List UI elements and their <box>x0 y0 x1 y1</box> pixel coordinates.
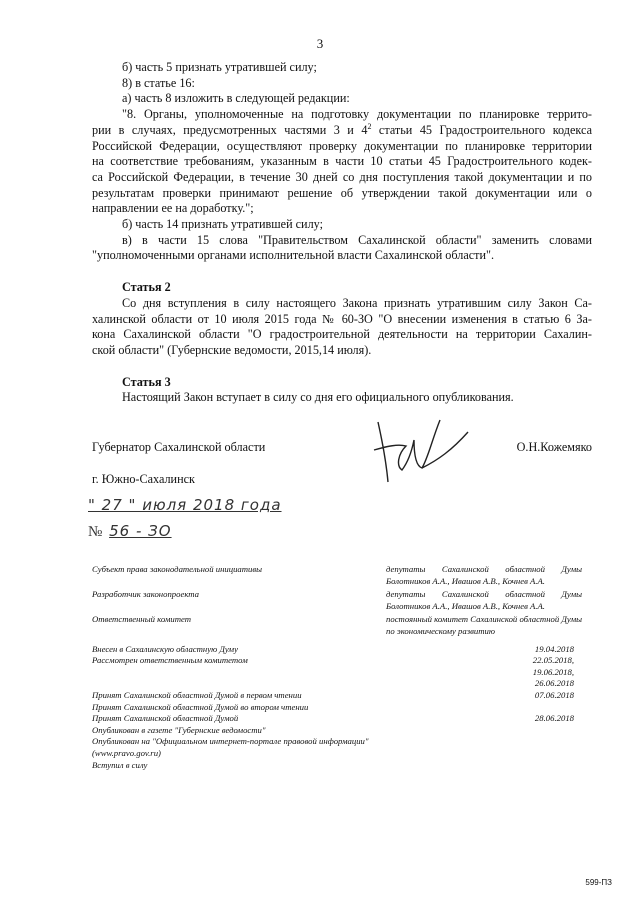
article-2-line: кона Сахалинской области "О градостроительной деятельности на территории Сахалин- <box>92 327 592 342</box>
page-number: 3 <box>316 36 324 51</box>
article-2-line: Со дня вступления в силу настоящего Закона признать утратившим силу Закон Са- <box>122 295 592 310</box>
article-3-line: Настоящий Закон вступает в силу со дня его официального опубликования. <box>122 390 514 405</box>
meta-row: Вступил в силу <box>92 759 148 770</box>
number-sign: № <box>88 524 104 540</box>
footer-code: 599-ПЗ <box>585 878 612 887</box>
governor-signature <box>368 410 478 490</box>
quoted-line: са Российской Федерации, в течение 30 дней со дня поступления такой документации и по <box>92 169 592 184</box>
superscript: 2 <box>367 121 372 131</box>
handwritten-date: " 27 " июля 2018 года <box>88 496 282 514</box>
meta-row: Разработчик законопроекта депутаты Сахалинской областной Думы Болотников А.А., Ивашов А.В., Кочнев А.А. <box>92 589 582 611</box>
body-line: а) часть 8 изложить в следующей редакции: <box>122 91 350 106</box>
meta-row: Субъект права законодательной инициативы депутаты Сахалинской областной Думы Болотников А.А., Ивашов А.В., Кочнев А.А. <box>92 564 582 586</box>
meta-row: Опубликован в газете "Губернские ведомости" <box>92 724 266 735</box>
meta-row: Принят Сахалинской областной Думой во втором чтении <box>92 701 309 712</box>
article-2-line: ской области" (Губернские ведомости, 2015,14 июля). <box>92 342 372 357</box>
article-2-title: Статья 2 <box>122 280 171 295</box>
quoted-line: Российской Федерации, осуществляют проверку документации по планировке территории <box>92 138 592 153</box>
body-line: б) часть 5 признать утратившей силу; <box>122 60 317 74</box>
meta-row: Принят Сахалинской областной Думой в первом чтении 07.06.2018 <box>92 689 574 700</box>
quoted-line: рии в случаях, предусмотренных частями 3 и $4^2$ статьи 45 Градостроительного кодекса <box>92 121 592 137</box>
law-body <box>92 60 592 406</box>
quoted-line: направлении ее на доработку."; <box>92 201 254 216</box>
body-line: б) часть 14 признать утратившей силу; <box>122 217 323 232</box>
meta-row: Опубликован на "Официальном интернет-портале правовой информации" (www.pravo.gov.ru) <box>92 736 369 758</box>
governor-name: О.Н.Кожемяко <box>516 440 592 454</box>
meta-row: Рассмотрен ответственным комитетом 22.05.2018, 19.06.2018, 26.06.2018 <box>92 655 574 689</box>
article-3-title: Статья 3 <box>122 374 171 389</box>
quoted-line: на соответствие требованиям, указанным в части 10 статьи 45 Градостроительного кодек- <box>92 154 592 169</box>
body-line: 8) в статье 16: <box>122 75 195 90</box>
body-line: "уполномоченными органами исполнительной власти Сахалинской области". <box>92 248 495 263</box>
governor-title: Губернатор Сахалинской области <box>92 440 266 454</box>
city: г. Южно-Сахалинск <box>92 472 195 486</box>
legislative-history <box>92 564 592 771</box>
body-line: в) в части 15 слова "Правительством Сахалинской области" заменить словами <box>122 232 592 247</box>
meta-row: Внесен в Сахалинскую областную Думу 19.04.2018 <box>92 643 574 654</box>
meta-row: Ответственный комитет постоянный комитет Сахалинской областной Думы по экономическому развитию <box>92 614 582 636</box>
quoted-line: результатам проверки принимают решение об утверждении такой документации или о <box>92 185 592 200</box>
handwritten-number: 56 - ЗО <box>109 522 172 540</box>
law-number <box>88 522 172 541</box>
meta-row: Принят Сахалинской областной Думой 28.06.2018 <box>92 713 574 724</box>
quoted-line: "8. Органы, уполномоченные на подготовку документации по планировке террито- <box>122 107 592 122</box>
article-2-line: халинской области от 10 июля 2015 года № 60-ЗО "О внесении изменения в статью 6 За- <box>92 311 592 326</box>
